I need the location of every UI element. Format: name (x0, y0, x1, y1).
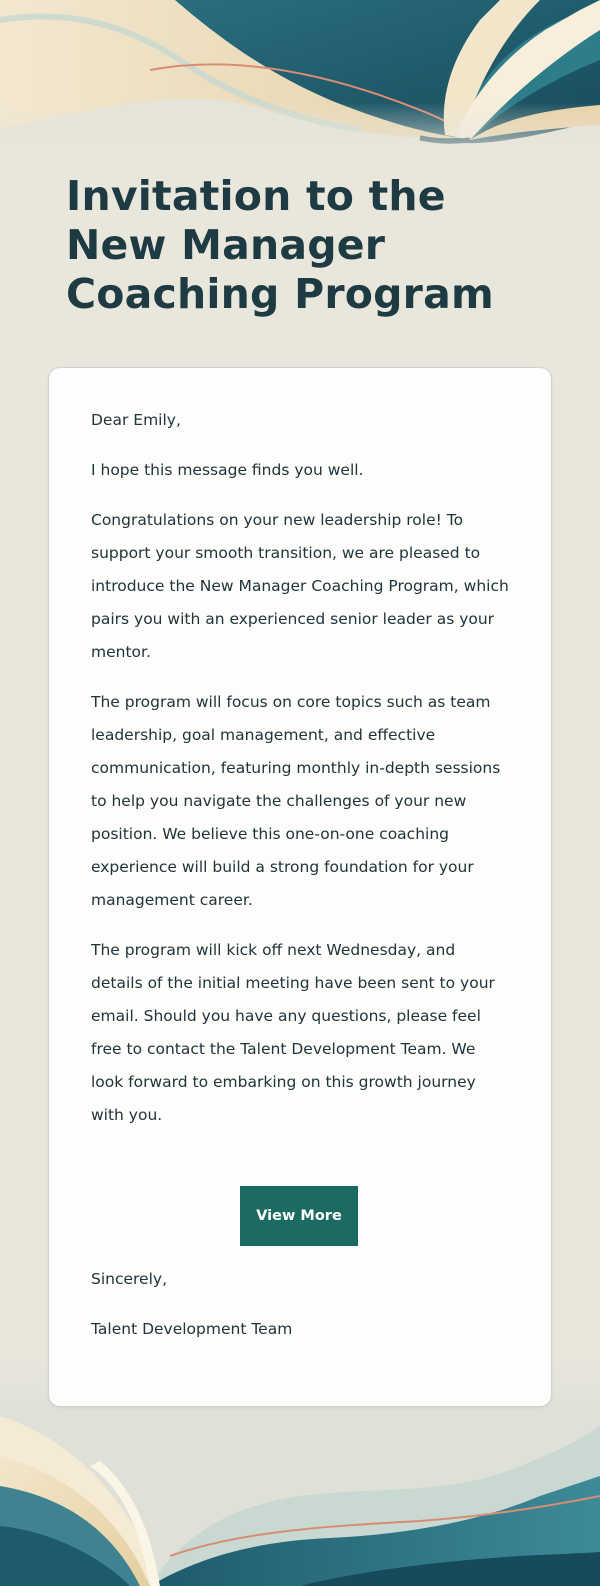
paragraph-4: The program will kick off next Wednesday, and details of the initial meeting have been sent to your email. Should you have any questions, please feel free to contact the Talent Development Team. We look forward to embarking on this growth journey with you. (91, 941, 495, 1124)
greeting: Dear Emily, (91, 411, 181, 429)
letter-body (91, 404, 511, 1149)
header-book-illustration (0, 0, 600, 170)
view-more-button[interactable]: View More (240, 1186, 358, 1246)
paragraph-2: Congratulations on your new leadership role! To support your smooth transition, we are pleased to introduce the New Manager Coaching Program, which pairs you with an experienced senior leader as your mentor. (91, 511, 509, 661)
paragraph-1: I hope this message finds you well. (91, 461, 364, 479)
paragraph-3: The program will focus on core topics such as team leadership, goal management, and effective communication, featuring monthly in-depth sessions to help you navigate the challenges of your new position. We believe this one-on-one coaching experience will build a strong foundation for your management career. (91, 693, 501, 909)
signoff: Sincerely, (91, 1270, 168, 1288)
email-title: Invitation to the New Manager Coaching Program (66, 172, 494, 318)
signature: Talent Development Team (91, 1320, 293, 1338)
letter-closing (91, 1263, 511, 1363)
